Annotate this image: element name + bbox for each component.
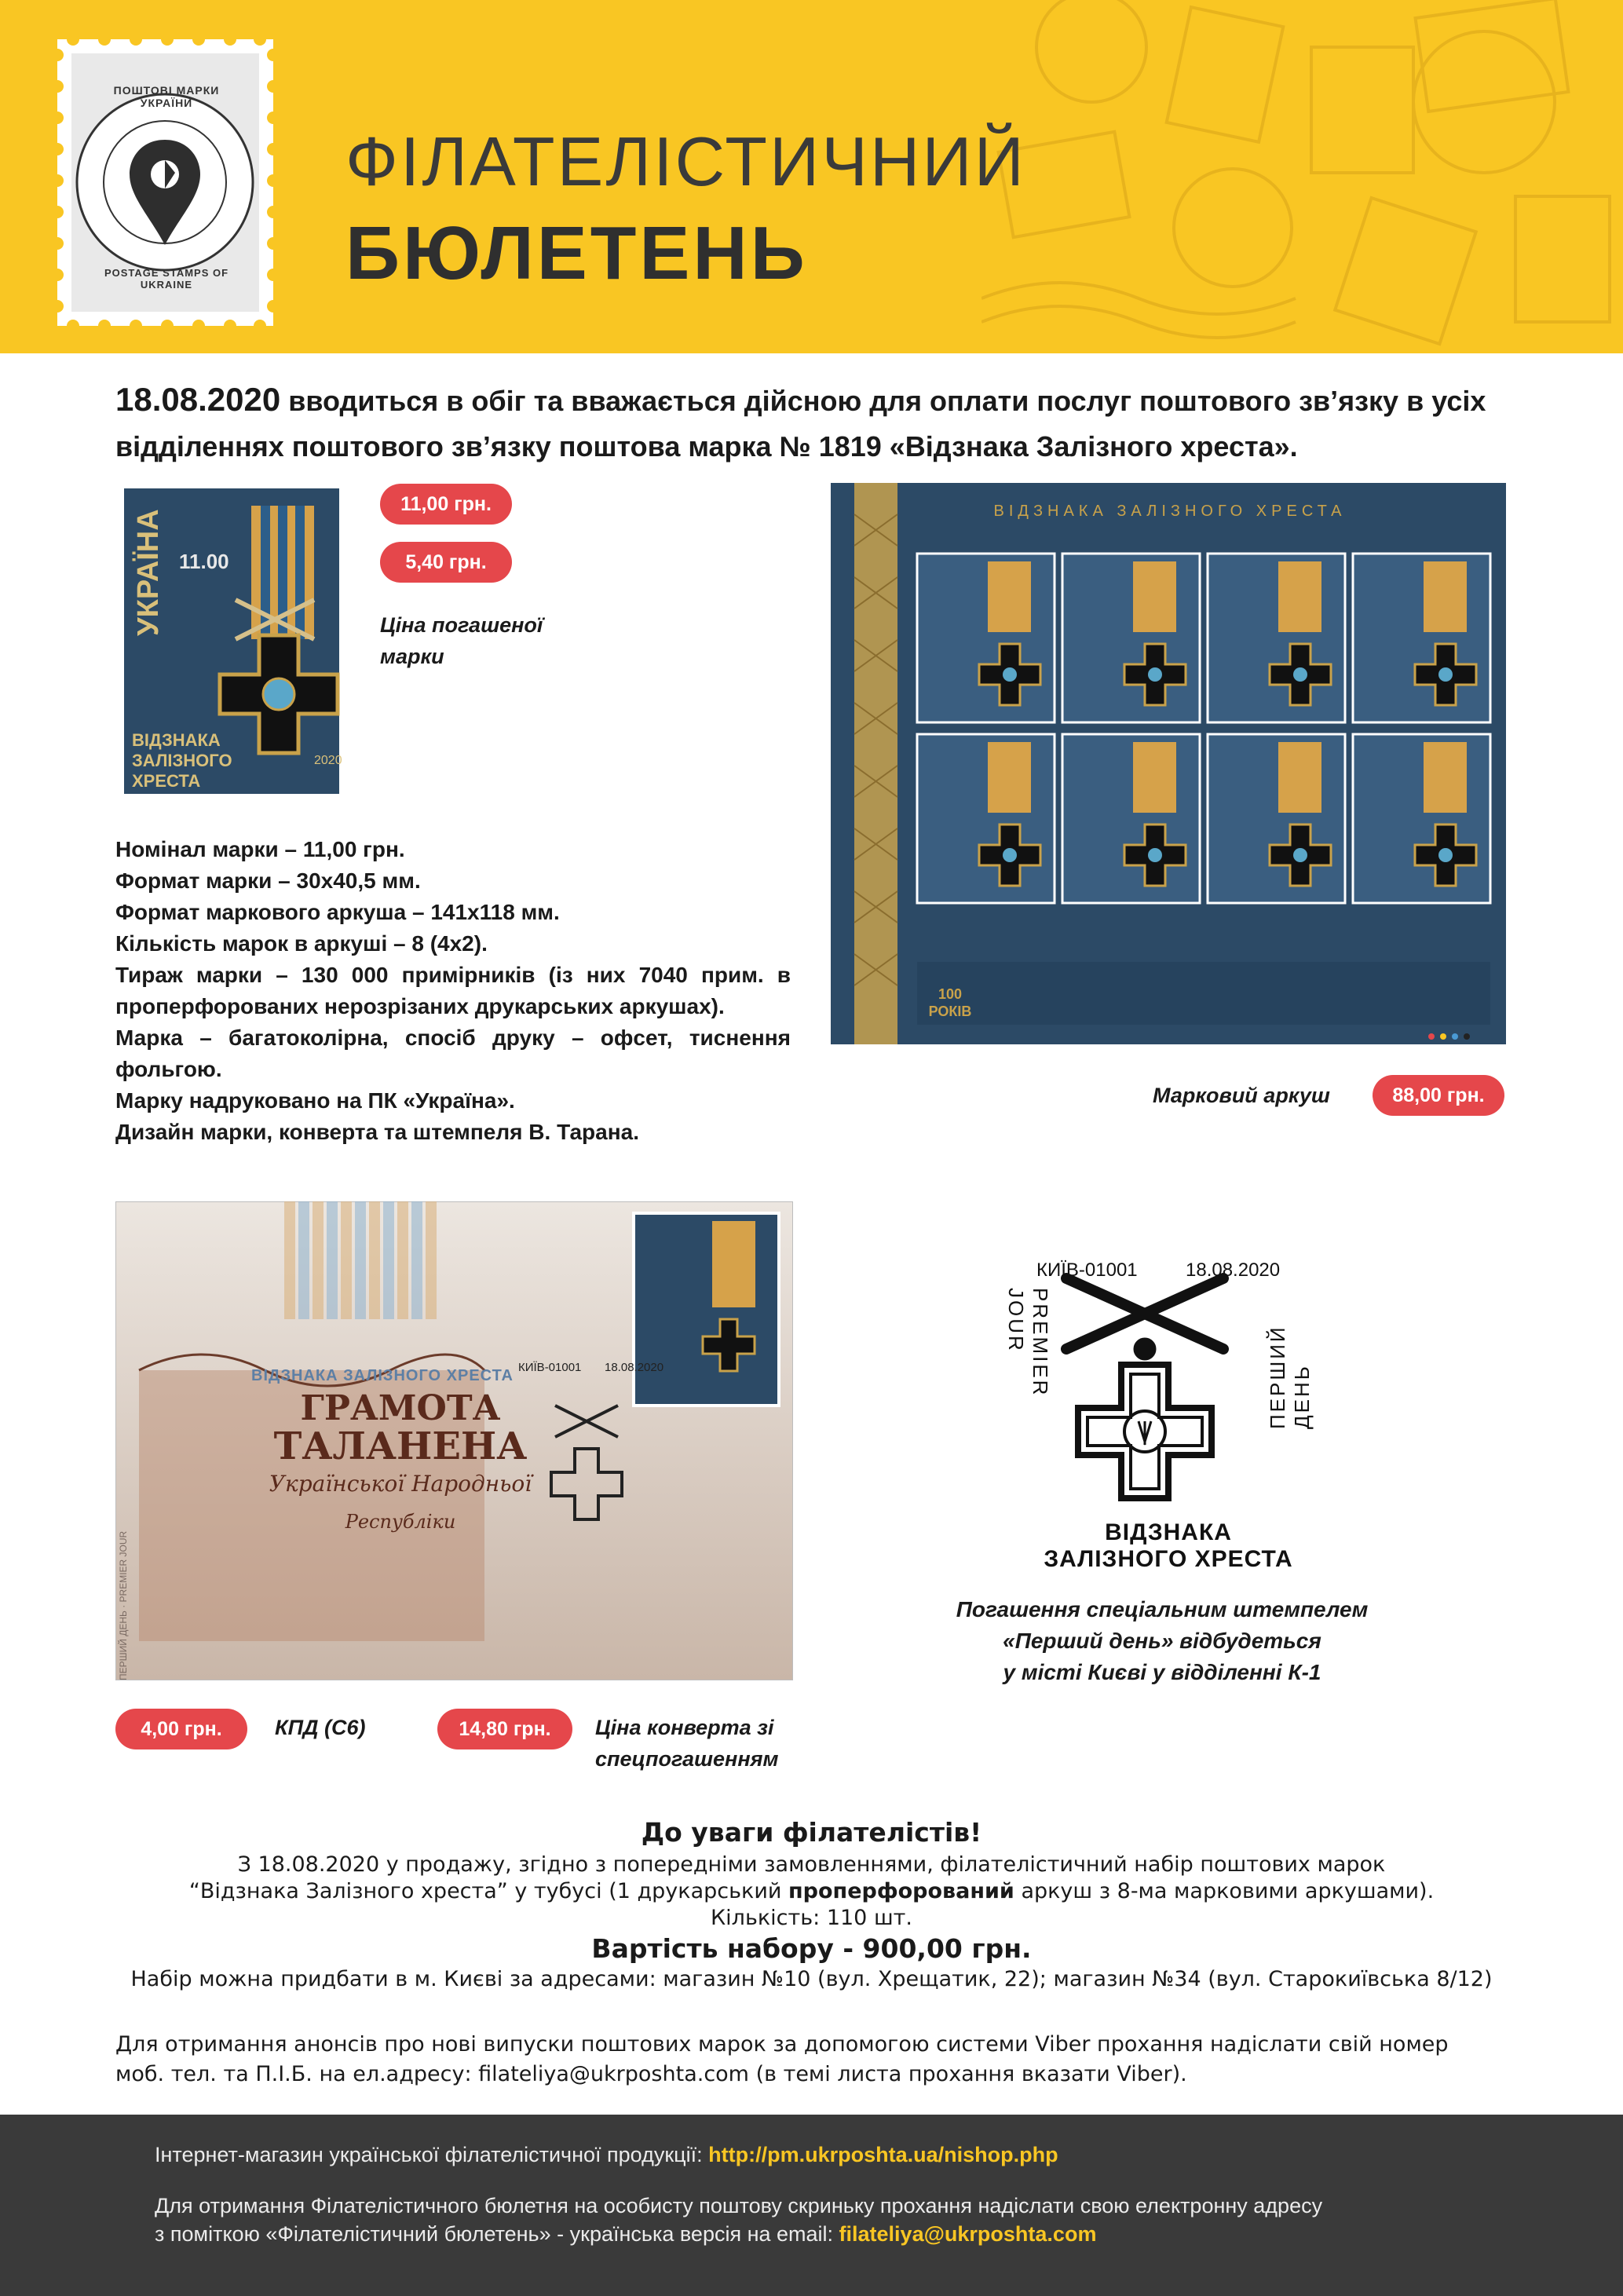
sheet-title: ВІДЗНАКА ЗАЛІЗНОГО ХРЕСТА xyxy=(993,503,1347,520)
price-badge-cancelled: 5,40 грн. xyxy=(380,542,512,583)
postmark-city: КИЇВ-01001 xyxy=(1036,1260,1138,1281)
price-badge-stamp: 11,00 грн. xyxy=(380,484,512,525)
price-badge-envelope-cancel: 14,80 грн. xyxy=(437,1709,572,1749)
stamp-year: 2020 xyxy=(314,754,342,767)
stamp-caption: ВІДЗНАКА ЗАЛІЗНОГО ХРЕСТА xyxy=(132,730,232,791)
footer-subscribe-text: Для отримання Філателістичного бюлетня на особисту поштову скриньку прохання надіслати свою електронну адресу з поміткою «Філателістичний бюлетень» - українська версія на email: filateliya@ukrposhta.com xyxy=(155,2194,1323,2246)
sheet-anniversary: 100 РОКІВ xyxy=(928,986,972,1019)
postmark-date: 18.08.2020 xyxy=(1186,1260,1281,1281)
envelope-charter-text: ГРАМОТА ТАЛАНЕНА Української Народньої Республіки xyxy=(269,1388,532,1533)
envelope-side-text: ПЕРШИЙ ДЕНЬ · PREMIER JOUR xyxy=(118,1530,129,1680)
shop-link[interactable]: http://pm.ukrposhta.ua/nishop.php xyxy=(708,2143,1058,2166)
envelope-postmark-city: КИЇВ-01001 xyxy=(518,1361,582,1374)
price-badge-sheet: 88,00 грн. xyxy=(1373,1075,1504,1116)
stamp-sheet-image xyxy=(831,483,1506,1044)
envelope-label: КПД (С6) xyxy=(275,1716,366,1739)
philatelists-notice: До уваги філателістів! З 18.08.2020 у продажу, згідно з попередніми замовленнями, філателістичний набір поштових марок “Відзнака Залізного хреста” у тубусі (1 друкарський проперфорований аркуш з 8-ма марковими аркушами). Кількість: 110 шт. Вартість набору - 900,00 грн. Набір можна придбати в м. Києві за адресами: магазин №10 (вул. Хрещатик, 22); магазин №34 (вул. Старокиївська 8/12) xyxy=(79,1814,1544,1993)
stamp-value: 11.00 xyxy=(179,550,229,573)
sheet-price-label: Марковий аркуш xyxy=(1153,1084,1330,1107)
envelope-title: ВІДЗНАКА ЗАЛІЗНОГО ХРЕСТА xyxy=(251,1367,514,1384)
cancelled-price-label: Ціна погашеної марки xyxy=(380,613,543,668)
price-badge-envelope: 4,00 грн. xyxy=(115,1709,247,1749)
logo-text-top: ПОШТОВІ МАРКИ УКРАЇНИ xyxy=(113,84,220,109)
logo-text-bottom: POSTAGE STAMPS OF UKRAINE xyxy=(104,267,229,291)
stamp-details: Номінал марки – 11,00 грн. Формат марки – 30х40,5 мм. Формат маркового аркуша – 141х118 мм. Кількість марок в аркуші – 8 (4х2). Тираж марки – 130 000 примірників (із них 7040 прим. в проперфорованих нерозрізаних друкарських аркушах). Марка – багатоколірна, спосіб друку – офсет, тиснення фольгою. Марку надруковано на ПК «Україна». Дизайн марки, конверта та штемпеля В. Тарана. xyxy=(115,837,791,1144)
footer xyxy=(0,2115,1623,2296)
stamps-pattern-decoration xyxy=(981,0,1623,353)
postmark-pershyi-den: ПЕРШИЙ ДЕНЬ xyxy=(1266,1325,1314,1429)
notice-heading: До уваги філателістів! xyxy=(641,1817,982,1848)
intro-paragraph xyxy=(115,377,1505,470)
postmark-bottom-text: ВІДЗНАКА ЗАЛІЗНОГО ХРЕСТА xyxy=(1044,1519,1293,1572)
stamp-country: УКРАЇНА xyxy=(132,509,165,636)
intro-text: вводиться в обіг та вважається дійсною для оплати послуг поштового зв’язку в усіх відділеннях поштового зв’язку поштова марка № 1819 «Відзнака Залізного хреста». xyxy=(115,385,1486,462)
email-link[interactable]: filateliya@ukrposhta.com xyxy=(839,2222,1097,2246)
intro-date: 18.08.2020 xyxy=(115,381,281,418)
bulletin-title-line1: ФІЛАТЕЛІСТИЧНИЙ xyxy=(345,122,1026,200)
set-price: Вартість набору - 900,00 грн. xyxy=(591,1933,1032,1964)
viber-notice: Для отримання анонсів про нові випуски поштових марок за допомогою системи Viber прохання надіслати свій номер моб. тел. та П.І.Б. на ел.адресу: filateliya@ukrposhta.com (в темі листа прохання вказати Viber). xyxy=(115,2032,1449,2086)
footer-shop-line: Інтернет-магазин української філателістичної продукції: http://pm.ukrposhta.ua/nishop.php xyxy=(155,2143,1058,2166)
postmark-premier-jour: PREMIER JOUR xyxy=(1004,1288,1052,1398)
header-banner xyxy=(0,0,1623,353)
envelope-postmark-date: 18.08.2020 xyxy=(605,1361,664,1374)
envelope-cancel-label: Ціна конверта зі спецпогашенням xyxy=(595,1716,779,1771)
bulletin-title-line2: БЮЛЕТЕНЬ xyxy=(345,211,808,295)
cancellation-note: Погашення спеціальним штемпелем «Перший день» відбудеться у місті Києві у відділенні К-1 xyxy=(956,1597,1369,1684)
